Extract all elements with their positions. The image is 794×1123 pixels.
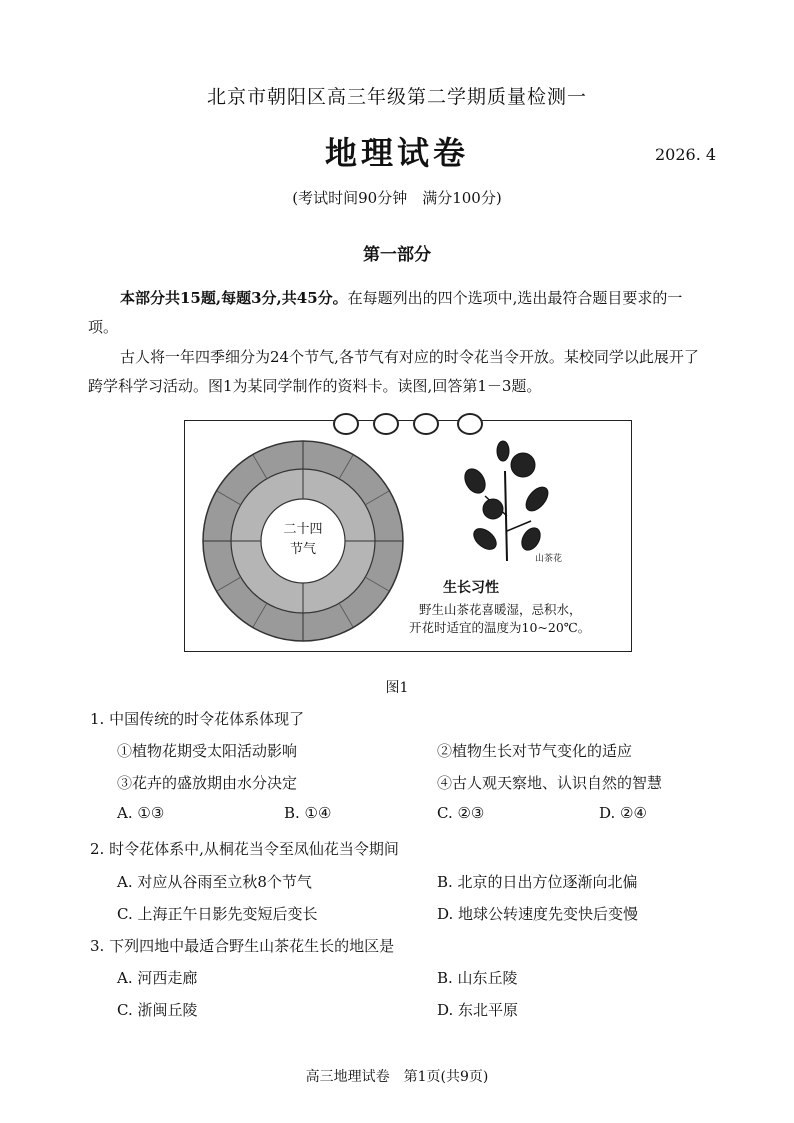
habit-title: 生长习性 xyxy=(443,580,499,596)
exam-date: 2026. 4 xyxy=(655,145,717,164)
flower-label: 山茶花 xyxy=(535,554,563,564)
q1-option-a[interactable]: A. ①③ xyxy=(117,804,165,822)
exam-info: (考试时间90分钟 满分100分) xyxy=(292,189,502,207)
q1-statement-2: ②植物生长对节气变化的适应 xyxy=(437,742,633,760)
q1-statement-3: ③花卉的盛放期由水分决定 xyxy=(117,774,298,792)
wheel-center-line1: 二十四 xyxy=(283,522,323,537)
q3-option-c[interactable]: C. 浙闽丘陵 xyxy=(117,1001,198,1019)
page-footer: 高三地理试卷 第1页(共9页) xyxy=(305,1069,489,1085)
habit-text-line1: 野生山茶花喜暖湿，忌积水， xyxy=(419,602,582,617)
exam-header-title: 北京市朝阳区高三年级第二学期质量检测一 xyxy=(206,86,587,108)
intro-paragraph: 古人将一年四季细分为24个节气,各节气有对应的时令花当令开放。某校同学以此展开了跨学科学习活动。图1为某同学制作的资料卡。读图,回答第1－3题。 xyxy=(88,348,699,395)
wheel-center-line2: 节气 xyxy=(289,542,316,557)
wheel-center-label xyxy=(269,520,337,560)
q1-option-c[interactable]: C. ②③ xyxy=(437,804,485,822)
instructions-bold: 本部分共15题,每题3分,共45分。 xyxy=(120,289,348,307)
question-2-stem: 2. 时令花体系中,从桐花当令至凤仙花当令期间 xyxy=(90,840,399,858)
q1-statement-4: ④古人观天察地、认识自然的智慧 xyxy=(437,774,663,792)
part-title: 第一部分 xyxy=(363,245,431,265)
q1-statement-1: ①植物花期受太阳活动影响 xyxy=(117,742,298,760)
q2-option-b[interactable]: B. 北京的日出方位逐渐向北偏 xyxy=(437,873,638,891)
subject-title: 地理试卷 xyxy=(324,134,469,172)
q3-option-d[interactable]: D. 东北平原 xyxy=(437,1001,519,1019)
camellia-flower-icon xyxy=(461,441,552,561)
question-1-stem: 1. 中国传统的时令花体系体现了 xyxy=(90,710,305,728)
q1-option-b[interactable]: B. ①④ xyxy=(284,804,332,822)
question-3-stem: 3. 下列四地中最适合野生山茶花生长的地区是 xyxy=(90,937,395,955)
q1-option-d[interactable]: D. ②④ xyxy=(599,804,647,822)
q3-option-a[interactable]: A. 河西走廊 xyxy=(117,969,198,987)
figure-card xyxy=(184,420,632,652)
q2-option-a[interactable]: A. 对应从谷雨至立秋8个节气 xyxy=(117,873,312,891)
habit-text xyxy=(409,601,590,637)
q2-option-c[interactable]: C. 上海正午日影先变短后变长 xyxy=(117,905,318,923)
q3-option-b[interactable]: B. 山东丘陵 xyxy=(437,969,518,987)
part-instructions xyxy=(88,284,708,342)
q2-option-d[interactable]: D. 地球公转速度先变快后变慢 xyxy=(437,905,639,923)
habit-text-line2: 开花时适宜的温度为10~20℃。 xyxy=(409,620,591,635)
instructions-rest: 在每题列出的四个选项中,选出最符合题目要求的一项。 xyxy=(88,289,683,336)
figure-caption: 图1 xyxy=(385,680,409,696)
